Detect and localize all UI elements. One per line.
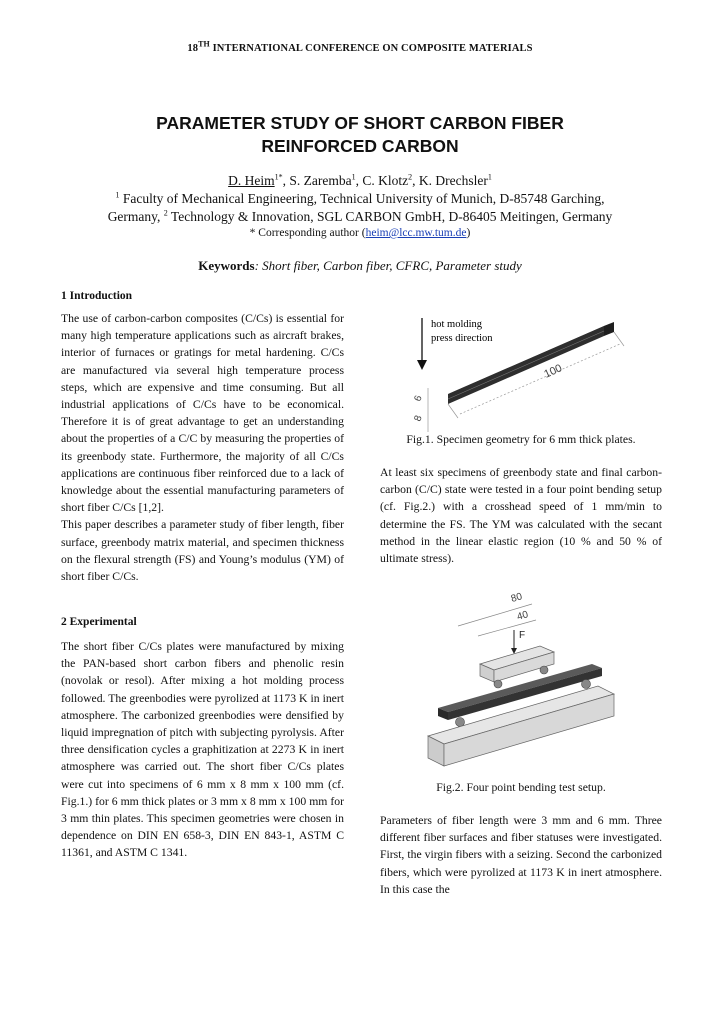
header-sup: TH (198, 39, 210, 49)
support-roller-right (582, 680, 591, 689)
support-roller-left (456, 718, 465, 727)
intro-paragraph-2: This paper describes a parameter study of fiber length, fiber surface, greenbody matrix material, and specimen thickness on the flexural strength (FS) and Young’s modulus (YM) of short fiber C/Cs. (61, 518, 344, 584)
author-heim: D. Heim (228, 173, 275, 188)
running-header (0, 39, 720, 54)
experimental-body (61, 638, 344, 862)
author-list (60, 172, 660, 190)
dim-length-label: 100 (542, 362, 564, 381)
affil-sup-1: 1 (115, 190, 120, 200)
header-text: INTERNATIONAL CONFERENCE ON COMPOSITE MATERIALS (209, 43, 533, 54)
upper-roller-left (494, 680, 502, 688)
press-direction-arrow-head (417, 360, 427, 370)
title-line-2: REINFORCED CARBON (261, 136, 459, 156)
corresponding-author (60, 226, 660, 241)
intro-paragraph-1: The use of carbon-carbon composites (C/Cs) is essential for many high temperature applications such as aircraft brakes, interior of furnaces or gratings for metal hardening. C/Cs are manufactured via several high temperature process steps, which are expensive and time consuming. But all industrial applications of C/Cs have to be economical. Therefore it is of great advantage to get an understanding about the properties of a C/C by measuring the properties of its greenbody state. Furthermore, the majority of all C/Cs applications are continuous fiber reinforced due to a lack of knowledge about the essential manufacturing parameters of short fiber C/Cs [1,2]. (61, 312, 344, 515)
dim-width-label: 8 (412, 414, 425, 424)
right-paragraph-1: At least six specimens of greenbody state and final carbon-carbon (C/C) state were tested in a four point bending setup (cf. Fig.2.) with a crosshead speed of 1 mm/min to determine the FS. The YM was calculated with the secant method in the linear elastic region (10 % and 50 % of ultimate stress). (380, 466, 662, 566)
title-line-1: PARAMETER STUDY OF SHORT CARBON FIBER (156, 113, 564, 133)
dim-40-label: 40 (515, 609, 530, 623)
right-paragraph-2: Parameters of fiber length were 3 mm and 6 mm. Three different fiber surfaces and fiber statuses were investigated. First, the virgin fibers with a seizing. Second the carbonized fibers, which were pyrolized at 1173 K in inert atmosphere. In this case the (380, 814, 662, 896)
author-klotz: , C. Klotz (355, 173, 409, 188)
force-label: F (519, 630, 526, 641)
author-zaremba: , S. Zaremba (282, 173, 352, 188)
author-drechsler: , K. Drechsler (412, 173, 488, 188)
author-drechsler-sup: 1 (487, 172, 492, 182)
intro-body (61, 310, 344, 585)
upper-roller-right (540, 666, 548, 674)
affiliations (60, 190, 660, 226)
figure-2-bending-setup (422, 586, 622, 776)
figure-2-caption: Fig.2. Four point bending test setup. (436, 781, 606, 794)
dim-line-40 (478, 620, 536, 636)
fig1-label-line-1: hot molding (431, 319, 483, 330)
paper-title (80, 112, 640, 158)
affil-text-2b: Technology & Innovation, SGL CARBON GmbH, D-86405 Meitingen, Germany (167, 209, 613, 224)
experimental-paragraph-1: The short fiber C/Cs plates were manufactured by mixing the PAN-based short carbon fibers and phenolic resin (novolak or resol). After mixing a hot molding process followed. The greenbodies were pyrolized at 1173 K in inert atmosphere. The carbonized greenbodies were densified by liquid impregnation of pitch with subjecting pyrolysis. After three densification cycles a graphitization at 2273 K in inert atmosphere was carried out. The short fiber C/Cs plates were cut into specimens of 6 mm x 8 mm x 100 mm (cf. Fig.1.) for 6 mm thick plates or 3 mm x 8 mm x 100 mm for 3 mm thin plates. This specimen geometries were chosen in dependence on DIN EN 658-3, DIN EN 843-1, ASTM C 11361, and ASTM C 1341. (61, 640, 344, 860)
figure-1-specimen-geometry (400, 306, 640, 444)
keywords-label: Keywords (198, 258, 255, 273)
author-klotz-sup: 2 (408, 172, 413, 182)
header-number: 18 (187, 43, 199, 54)
experimental-heading: 2 Experimental (61, 616, 137, 628)
fig1-label-line-2: press direction (431, 333, 493, 344)
affiliation-line-1 (60, 190, 660, 208)
affil-text-1: Faculty of Mechanical Engineering, Technical University of Munich, D-85748 Garching, (119, 191, 605, 206)
dim-height-label: 6 (412, 394, 425, 404)
keywords-text: : Short fiber, Carbon fiber, CFRC, Parameter study (254, 258, 522, 273)
author-heim-sup: 1* (274, 172, 283, 182)
affil-sup-2: 2 (163, 208, 168, 218)
affiliation-line-2 (60, 208, 660, 226)
corr-suffix: ) (466, 227, 471, 239)
dim-80-label: 80 (509, 591, 524, 605)
email-link[interactable]: heim@lcc.mw.tum.de (365, 227, 467, 239)
affil-text-2a: Germany, (107, 209, 164, 224)
author-zaremba-sup: 1 (351, 172, 356, 182)
specimen-bar-end (604, 322, 614, 336)
figure-1-caption: Fig.1. Specimen geometry for 6 mm thick plates. (406, 433, 636, 446)
corr-prefix: * Corresponding author ( (249, 227, 366, 239)
keywords (60, 258, 660, 274)
intro-heading: 1 Introduction (61, 290, 133, 302)
